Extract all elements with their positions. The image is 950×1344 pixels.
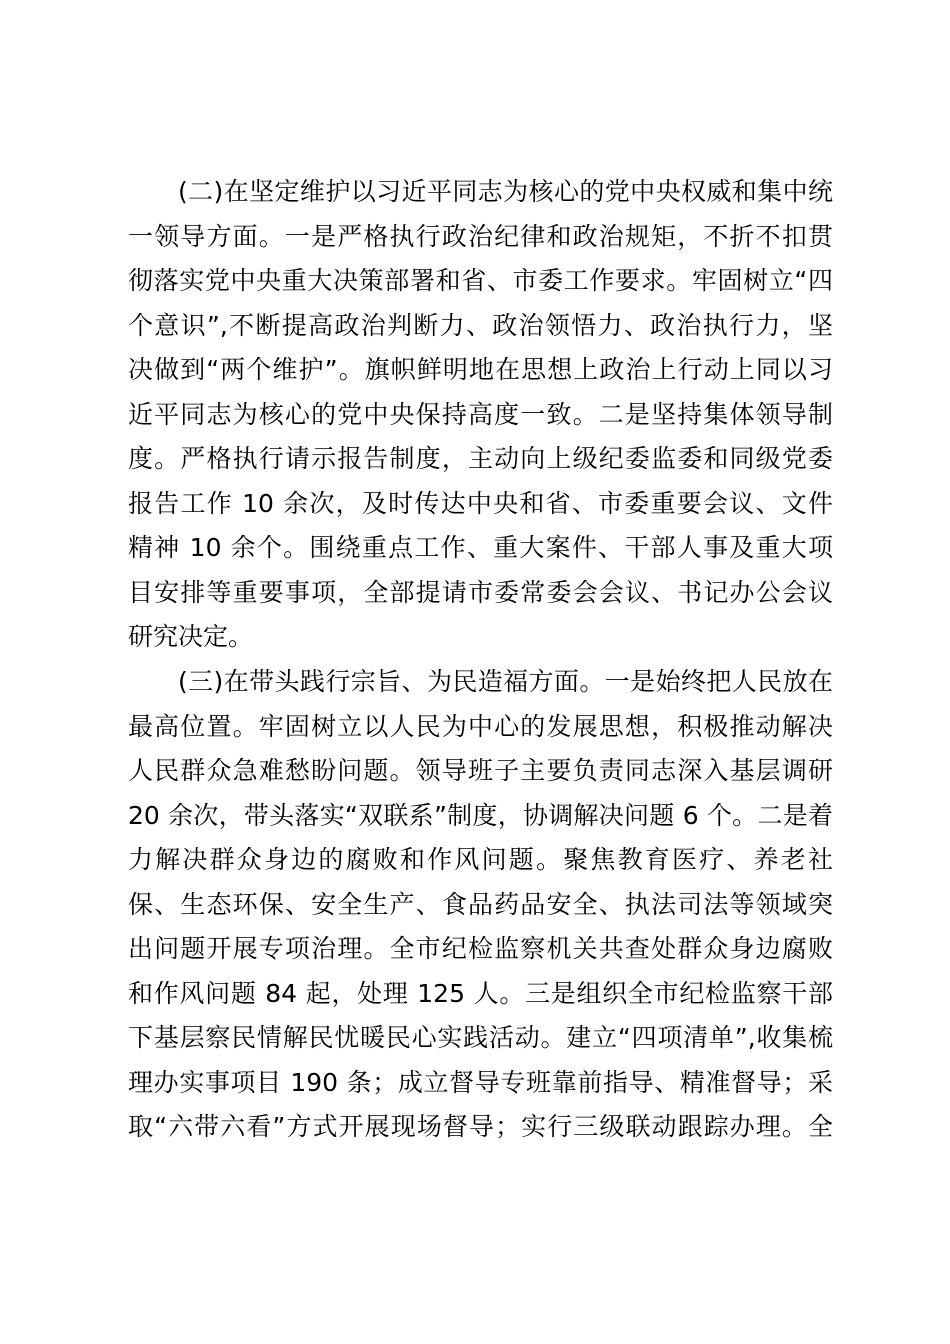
paragraph-line: (三)在带头践行宗旨、为民造福方面。一是始终把人民放在 <box>178 667 833 696</box>
paragraph-line: 个意识”,不断提高政治判断力、政治领悟力、政治执行力，坚 <box>128 310 833 340</box>
paragraph-line: 研究决定。 <box>128 622 254 651</box>
paragraph-line: 一领导方面。一是严格执行政治纪律和政治规矩，不折不扣贯 <box>128 221 833 251</box>
paragraph-line: 度。严格执行请示报告制度，主动向上级纪委监委和同级党委 <box>128 444 833 473</box>
paragraph-line: 精神 10 余个。围绕重点工作、重大案件、干部人事及重大项 <box>128 533 833 562</box>
paragraph-line: 报告工作 10 余次，及时传达中央和省、市委重要会议、文件 <box>128 488 833 518</box>
paragraph-line: 取“六带六看”方式开展现场督导；实行三级联动跟踪办理。全 <box>128 1112 833 1141</box>
paragraph-line: 近平同志为核心的党中央保持高度一致。二是坚持集体领导制 <box>128 399 833 429</box>
paragraph-line: 目安排等重要事项，全部提请市委常委会会议、书记办公会议 <box>128 577 833 607</box>
paragraph-section-three <box>128 660 833 1150</box>
paragraph-line: 和作风问题 84 起，处理 125 人。三是组织全市纪检监察干部 <box>128 978 833 1008</box>
paragraph-line: 最高位置。牢固树立以人民为中心的发展思想，积极推动解决 <box>128 711 833 741</box>
paragraph-line: 力解决群众身边的腐败和作风问题。聚焦教育医疗、养老社 <box>128 845 833 874</box>
paragraph-line: 20 余次，带头落实“双联系”制度，协调解决问题 6 个。二是着 <box>128 800 833 830</box>
paragraph-line: 人民群众急难愁盼问题。领导班子主要负责同志深入基层调研 <box>128 756 833 785</box>
paragraph-line: 出问题开展专项治理。全市纪检监察机关共查处群众身边腐败 <box>128 934 833 963</box>
paragraph-line: (二)在坚定维护以习近平同志为核心的党中央权威和集中统 <box>178 177 833 206</box>
paragraph-line: 决做到“两个维护”。旗帜鲜明地在思想上政治上行动上同以习 <box>128 355 833 384</box>
paragraph-line: 彻落实党中央重大决策部署和省、市委工作要求。牢固树立“四 <box>128 266 833 295</box>
paragraph-section-two <box>128 170 833 660</box>
paragraph-line: 理办实事项目 190 条；成立督导专班靠前指导、精准督导；采 <box>128 1067 833 1097</box>
paragraph-line: 下基层察民情解民忧暖民心实践活动。建立“四项清单”,收集梳 <box>128 1023 833 1052</box>
paragraph-line: 保、生态环保、安全生产、食品药品安全、执法司法等领域突 <box>128 889 833 919</box>
